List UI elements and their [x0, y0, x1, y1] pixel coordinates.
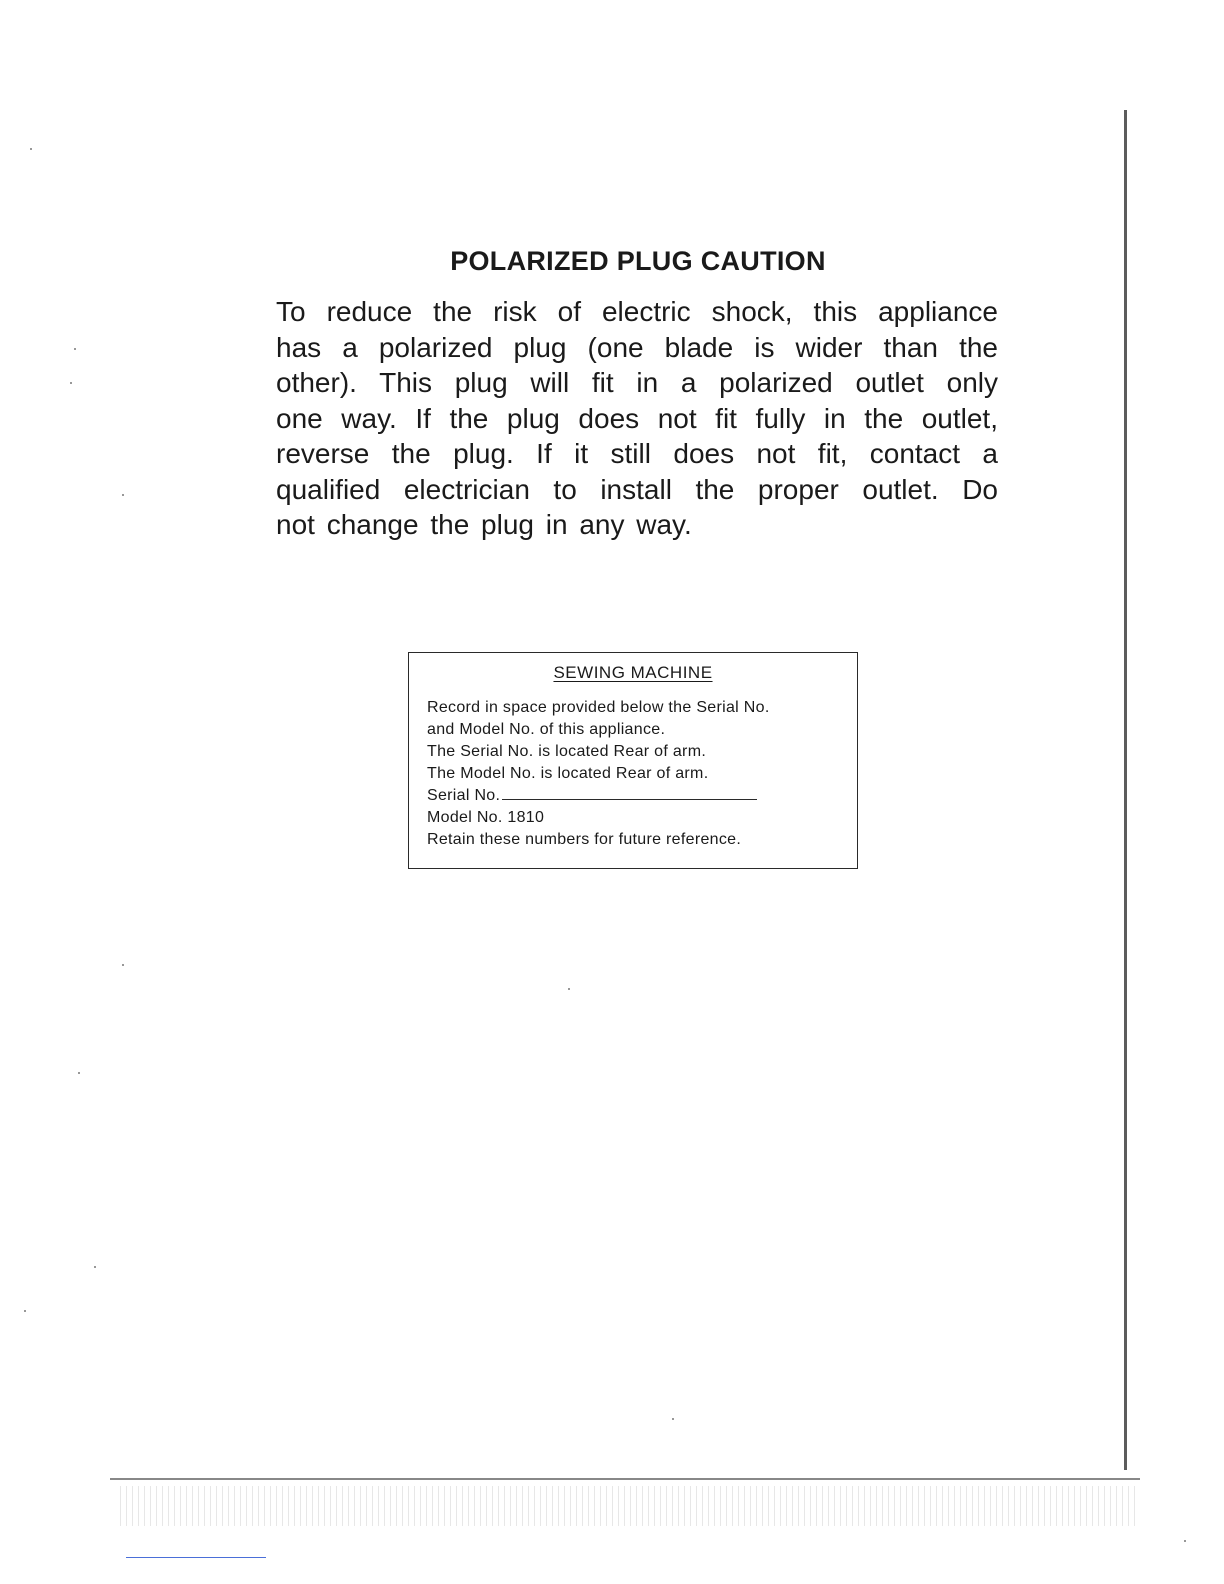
- scan-speck: [122, 964, 124, 966]
- record-box-line: The Model No. is located Rear of arm.: [427, 765, 709, 782]
- scan-speck: [568, 988, 570, 990]
- serial-number-blank: [502, 798, 757, 800]
- retain-note: Retain these numbers for future reference.: [427, 831, 742, 848]
- record-box-heading-text: SEWING MACHINE: [553, 663, 713, 682]
- scan-speck: [78, 1072, 80, 1074]
- caution-line: To reduce the risk of electric shock, this appliance: [276, 296, 998, 327]
- scan-artifact-line: [126, 1557, 266, 1558]
- serial-number-row: [427, 785, 847, 807]
- caution-line: one way. If the plug does not fit fully in the outlet,: [276, 402, 998, 434]
- record-box-heading: [409, 663, 857, 683]
- caution-line: other). This plug will fit in a polarized outlet only: [276, 367, 998, 398]
- scan-speck: [74, 348, 76, 350]
- record-box-line: The Serial No. is located Rear of arm.: [427, 743, 707, 760]
- record-box-text: [427, 697, 847, 851]
- serial-number-label: Serial No.: [427, 787, 501, 804]
- scan-edge-bottom: [110, 1478, 1140, 1480]
- record-box-line: and Model No. of this appliance.: [427, 721, 666, 738]
- scan-edge-right: [1124, 110, 1127, 1470]
- scan-speck: [24, 1310, 26, 1312]
- caution-paragraph: [276, 294, 998, 543]
- scan-speck: [672, 1418, 674, 1420]
- caution-line: reverse the plug. If it still does not fit, contact a: [276, 438, 998, 469]
- caution-line: has a polarized plug (one blade is wider than the: [276, 331, 998, 363]
- caution-line: qualified electrician to install the proper outlet. Do: [276, 473, 998, 505]
- caution-line: not change the plug in any way.: [276, 509, 692, 540]
- scan-speck: [1184, 1540, 1186, 1542]
- caution-title: POLARIZED PLUG CAUTION: [450, 246, 826, 276]
- scan-noise-band: [120, 1486, 1140, 1526]
- model-number-row: Model No. 1810: [427, 809, 545, 826]
- scan-speck: [70, 382, 72, 384]
- scan-speck: [122, 494, 124, 496]
- scan-speck: [94, 1266, 96, 1268]
- record-box-line: Record in space provided below the Serial No.: [427, 699, 770, 716]
- scan-speck: [30, 148, 32, 150]
- serial-record-box: [408, 652, 858, 869]
